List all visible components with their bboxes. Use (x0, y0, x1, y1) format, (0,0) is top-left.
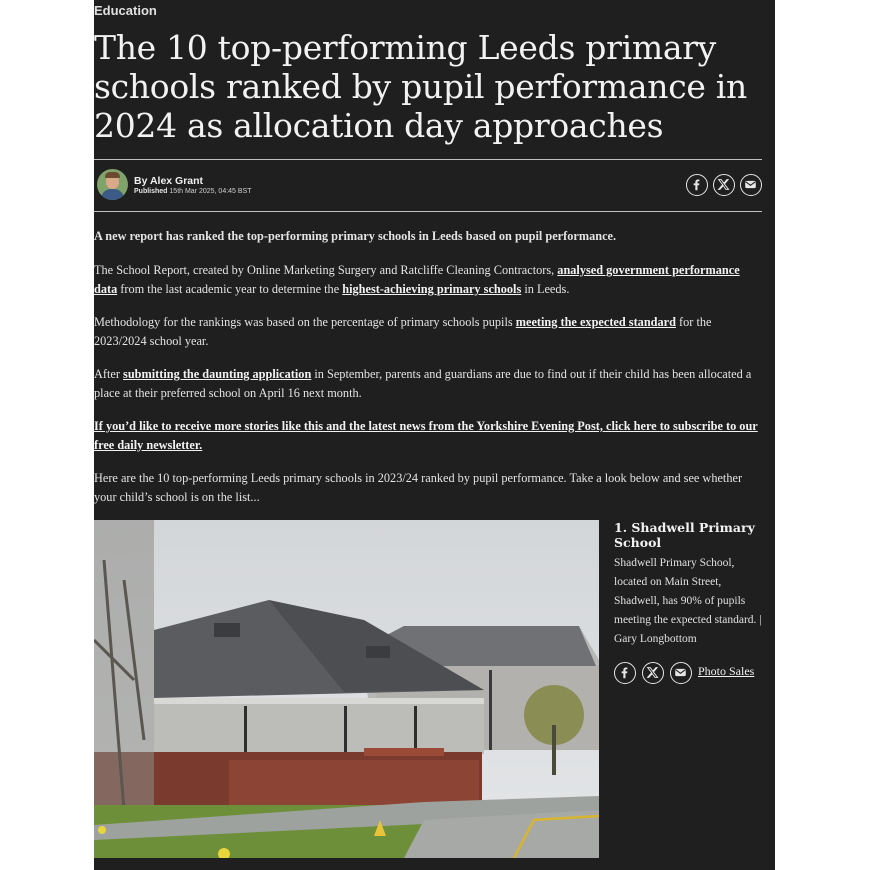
author-avatar[interactable] (97, 169, 128, 200)
byline (134, 175, 252, 195)
published-date: Published 15th Mar 2025, 04:45 BST (134, 188, 252, 195)
facebook-icon[interactable] (686, 174, 708, 196)
paragraph: After submitting the daunting application in September, parents and guardians are due to find out if their child has been allocated a place at their preferred school on April 16 next month. (94, 367, 752, 400)
lead-paragraph: A new report has ranked the top-performing primary schools in Leeds based on pupil performance. (94, 229, 617, 243)
application-link[interactable]: submitting the daunting application (123, 367, 312, 381)
paragraph: The School Report, created by Online Marketing Surgery and Ratcliffe Cleaning Contractors, analysed government performance data from the last academic year to determine the highest-achieving primary schools in Leeds. (94, 263, 740, 296)
gallery-caption-text: Shadwell Primary School, located on Main Street, Shadwell, has 90% of pupils meeting the expected standard. | Gary Longbottom (614, 557, 762, 645)
email-icon[interactable] (740, 174, 762, 196)
paragraph: Here are the 10 top-performing Leeds primary schools in 2023/24 ranked by pupil performance. Take a look below and see whether your child’s school is on the list... (94, 471, 743, 504)
x-icon[interactable] (642, 662, 664, 684)
headline: The 10 top-performing Leeds primary schools ranked by pupil performance in 2024 as allocation day approaches (94, 28, 747, 145)
category-label[interactable]: Education (94, 3, 157, 18)
highest-achieving-link[interactable]: highest-achieving primary schools (342, 282, 522, 296)
paragraph (94, 417, 764, 455)
performance-data-link[interactable]: analysed government performance data (94, 263, 740, 296)
author-name[interactable]: By Alex Grant (134, 175, 204, 187)
divider (94, 211, 762, 212)
gallery-photo[interactable] (94, 520, 599, 858)
article-page (94, 0, 775, 870)
newsletter-link[interactable]: If you’d like to receive more stories like this and the latest news from the Yorkshire Evening Post, click here to subscribe to our free daily newsletter. (94, 419, 758, 452)
x-icon[interactable] (713, 174, 735, 196)
paragraph: Methodology for the rankings was based on the percentage of primary schools pupils meeting the expected standard for the 2023/2024 school year. (94, 315, 712, 348)
expected-standard-link[interactable]: meeting the expected standard (515, 315, 676, 329)
photo-sales-link[interactable]: Photo Sales (698, 664, 755, 678)
divider (94, 159, 762, 160)
email-icon[interactable] (670, 662, 692, 684)
gallery-caption (614, 520, 769, 649)
facebook-icon[interactable] (614, 662, 636, 684)
gallery-title: 1. Shadwell Primary School (614, 520, 755, 550)
